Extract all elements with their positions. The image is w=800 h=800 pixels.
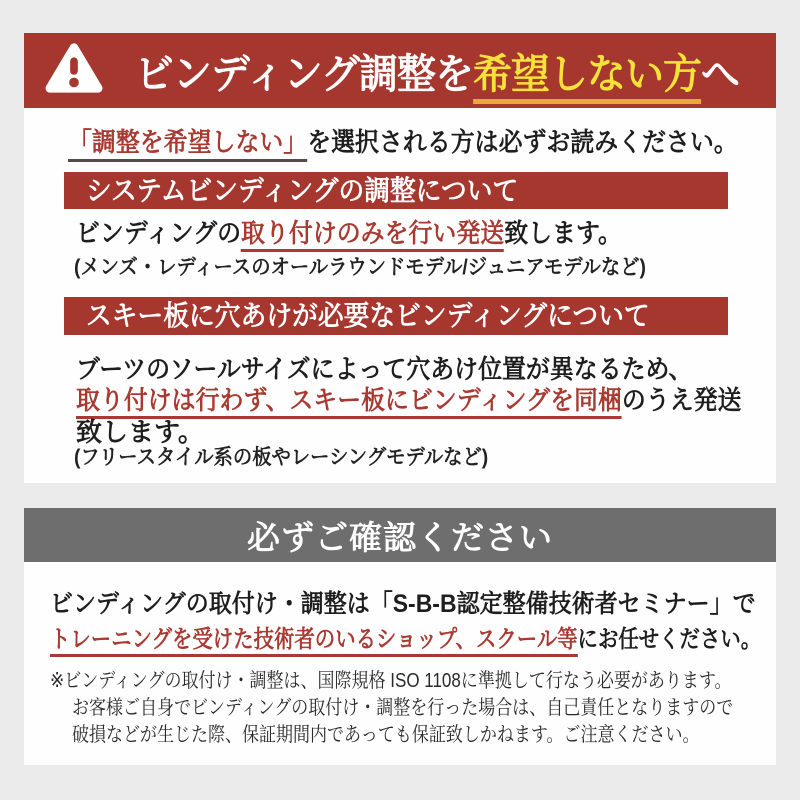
disclaimer-line2 bbox=[72, 691, 800, 720]
title-highlight: 希望しない方 bbox=[473, 51, 701, 104]
confirm-banner bbox=[24, 508, 776, 562]
title-pre: ビンディング調整を bbox=[134, 51, 474, 97]
drill-body-line2-post: のうえ発送 bbox=[621, 385, 742, 415]
system-binding-note bbox=[74, 251, 696, 281]
section-heading-drill-binding bbox=[64, 297, 728, 335]
adjustment-info-panel bbox=[24, 108, 776, 483]
section-heading-system-label: システムビンディングの調整について bbox=[86, 175, 519, 206]
drill-binding-note-label: (フリースタイル系の板やレーシングモデルなど) bbox=[74, 446, 489, 469]
confirm-panel bbox=[24, 562, 776, 765]
confirm-line2-emphasis: トレーニングを受けた技術者のいるショップ、スクール等 bbox=[50, 626, 578, 657]
header-banner bbox=[24, 33, 776, 108]
confirm-line2 bbox=[50, 619, 800, 654]
page-title bbox=[135, 41, 739, 100]
intro-emphasis: 「調整を希望しない」 bbox=[68, 127, 307, 162]
disclaimer-line2-label: お客様ご自身でビンディングの取付け・調整を行った場合は、自己責任となりますので bbox=[72, 697, 734, 719]
title-post: へ bbox=[701, 51, 740, 97]
drill-binding-note bbox=[74, 441, 524, 471]
disclaimer-line3 bbox=[72, 718, 800, 747]
drill-body-line3-label: 致します。 bbox=[76, 417, 204, 447]
disclaimer-line1 bbox=[50, 664, 800, 693]
confirm-line1 bbox=[50, 584, 800, 620]
confirm-heading: 必ずご確認ください bbox=[247, 518, 553, 556]
section-heading-drill-label: スキー板に穴あけが必要なビンディングについて bbox=[86, 300, 650, 331]
warning-triangle-icon bbox=[45, 41, 103, 100]
drill-body-line1-label: ブーツのソールサイズによって穴あけ位置が異なるため、 bbox=[76, 354, 693, 384]
intro-line bbox=[68, 122, 796, 159]
drill-body-emphasis: 取り付けは行わず、スキー板にビンディングを同梱 bbox=[76, 385, 622, 419]
system-body-pre: ビンディングの bbox=[76, 218, 242, 248]
system-body-emphasis: 取り付けのみを行い発送 bbox=[241, 218, 504, 252]
disclaimer-line1-label: ※ビンディングの取付け・調整は、国際規格 ISO 1108に準拠して行なう必要があります。 bbox=[50, 670, 732, 692]
confirm-line1-label: ビンディングの取付け・調整は「S-B-B認定整備技術者セミナー」で bbox=[50, 590, 756, 618]
system-binding-note-label: (メンズ・レディースのオールラウンドモデル/ジュニアモデルなど) bbox=[74, 256, 646, 279]
confirm-line2-post: にお任せください。 bbox=[577, 626, 762, 653]
system-binding-body bbox=[76, 213, 669, 250]
section-heading-system-binding bbox=[64, 172, 728, 209]
disclaimer-line3-label: 破損などが生じた際、保証期間内であっても保証致しかねます。ご注意ください。 bbox=[72, 724, 700, 746]
intro-rest: を選択される方は必ずお読みください。 bbox=[307, 127, 738, 157]
system-body-post: 致します。 bbox=[504, 218, 622, 248]
